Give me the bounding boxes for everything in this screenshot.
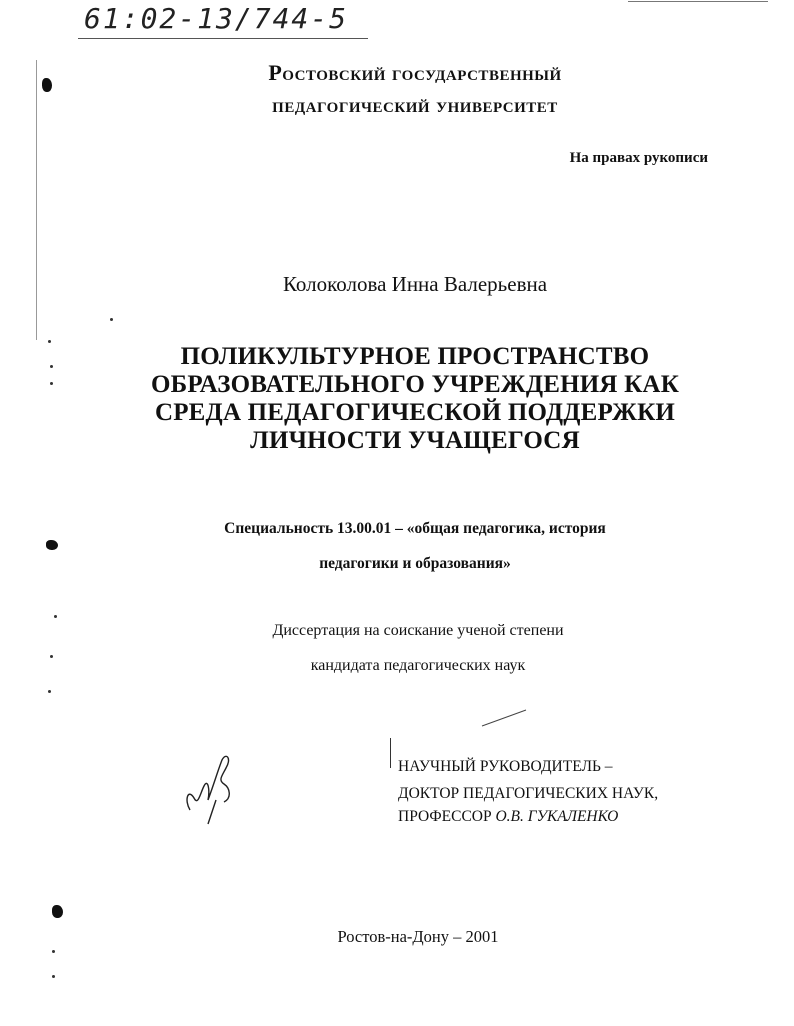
dissertation-degree-line2: кандидата педагогических наук <box>310 657 526 674</box>
scan-mark <box>46 540 58 550</box>
dissertation-degree-line1: Диссертация на соискание ученой степени <box>272 622 564 639</box>
scan-dot <box>50 365 53 368</box>
supervisor-title-line2: ДОКТОР ПЕДАГОГИЧЕСКИХ НАУК, <box>398 785 659 802</box>
scan-dot <box>52 975 55 978</box>
handwritten-signature <box>180 740 240 830</box>
supervisor-name: О.В. ГУКАЛЕНКО <box>495 808 619 825</box>
university-name-line1: Ростовский государственный <box>268 60 562 85</box>
stamp-underline <box>78 38 368 39</box>
manuscript-rights-note: На правах рукописи <box>569 150 708 166</box>
scan-dot <box>48 690 51 693</box>
specialty-line2: педагогики и образования» <box>319 555 511 572</box>
top-edge-mark <box>628 1 768 2</box>
specialty-line1: Специальность 13.00.01 – «общая педагогика, история <box>224 520 606 537</box>
archive-stamp-number: 61:02-13/744-5 <box>84 2 349 35</box>
scan-dot <box>54 615 57 618</box>
dissertation-title-line3: СРЕДА ПЕДАГОГИЧЕСКОЙ ПОДДЕРЖКИ <box>154 399 676 426</box>
supervisor-title-line1: НАУЧНЫЙ РУКОВОДИТЕЛЬ – <box>398 758 613 775</box>
city-and-year: Ростов-на-Дону – 2001 <box>337 927 499 946</box>
scan-mark <box>42 78 52 92</box>
dissertation-title-line1: ПОЛИКУЛЬТУРНОЕ ПРОСТРАНСТВО <box>180 343 650 370</box>
scan-dot <box>52 950 55 953</box>
scan-margin-line <box>36 60 37 340</box>
scan-dot <box>110 318 113 321</box>
scan-mark <box>52 905 63 918</box>
scan-dot <box>50 382 53 385</box>
scan-dot <box>50 655 53 658</box>
scan-dot <box>48 340 51 343</box>
supervisor-bracket <box>390 738 391 768</box>
supervisor-rank: ПРОФЕССОР <box>398 808 496 825</box>
author-name: Колоколова Инна Валерьевна <box>282 272 548 296</box>
university-name-line2: педагогический университет <box>272 92 558 117</box>
dissertation-title-line2: ОБРАЗОВАТЕЛЬНОГО УЧРЕЖДЕНИЯ КАК <box>150 371 680 398</box>
dissertation-title-line4: ЛИЧНОСТИ УЧАЩЕГОСЯ <box>250 427 580 454</box>
supervisor-name-line <box>398 808 618 826</box>
pen-stroke-mark <box>480 706 530 730</box>
